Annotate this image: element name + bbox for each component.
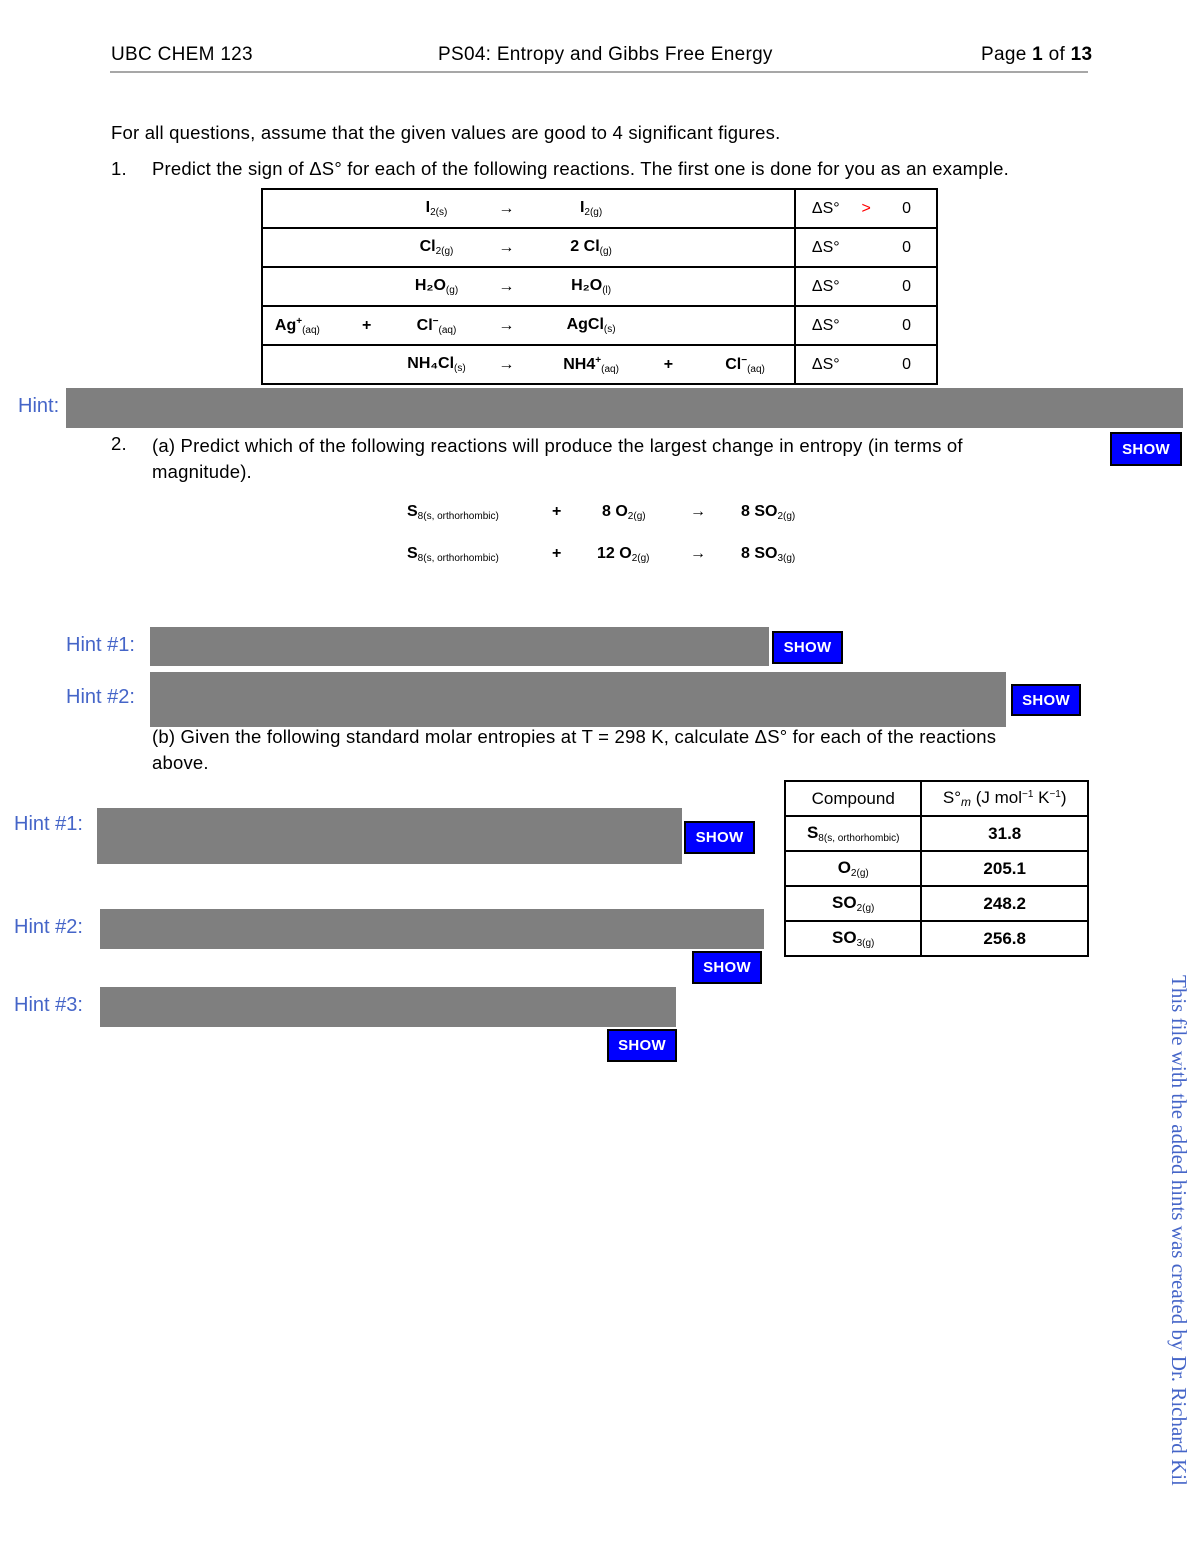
equation-2-arrow: → (690, 545, 706, 562)
q2a-hint-1-show-button[interactable]: SHOW (772, 631, 843, 664)
equation-2-product: 8 $SO_{3(g)}$ (741, 545, 796, 564)
entropy-table (784, 780, 1089, 957)
q2b-hint-3-box[interactable] (100, 987, 676, 1027)
equation-2-reactant-o2: 12 $O_{2(g)}$ (597, 545, 650, 564)
equation-2-plus: + (552, 545, 562, 562)
q2b-hint-2-show-button[interactable]: SHOW (692, 951, 762, 984)
q1-hint-show-button[interactable]: SHOW (1110, 432, 1182, 466)
q2a-hint-2-label: Hint #2: (66, 686, 135, 708)
q2a-text: (a) Predict which of the following reactions will produce the largest change in entropy (in terms of magnitude). (152, 435, 963, 482)
q1-hint-label: Hint: (18, 395, 60, 417)
entropy-row-so3: $SO_{3(g)}$ 256.8 (785, 921, 1088, 956)
q1-reaction-table (261, 188, 938, 385)
entropy-table-header: Compound $S^\circ_m$ (J mol$^{-1}$ $K^{-1}$) (785, 781, 1088, 816)
q2a-hint-2-show-button[interactable]: SHOW (1011, 684, 1081, 716)
q1-hint-box[interactable] (66, 388, 1183, 428)
q2b-hint-2-label: Hint #2: (14, 916, 83, 938)
q2b-hint-3-label: Hint #3: (14, 994, 83, 1016)
q2b-hint-1-label: Hint #1: (14, 813, 83, 835)
q2a-hint-2-box[interactable] (150, 672, 1006, 727)
side-note-credit: This file with the added hints was created by Dr. Richard Kil (1167, 975, 1191, 1486)
example-sign: > (861, 199, 871, 217)
q1-row-3: $H_2O_{(g)}$ → $H_2O_{(l)}$ ΔS° 0 (262, 267, 937, 306)
q1-row-4: $Ag^+_{(aq)}$ + $Cl^-_{(aq)}$ → AgCl$_{(s)}$ ΔS° 0 (262, 306, 937, 345)
q2b-hint-3-show-button[interactable]: SHOW (607, 1029, 677, 1062)
header-course: UBC CHEM 123 (111, 44, 253, 65)
q1-row-1: $I_{2(s)}$ → $I_{2(g)}$ ΔS° > 0 (262, 189, 937, 228)
q2a-hint-1-box[interactable] (150, 627, 769, 666)
equation-1-reactant-o2: 8 $O_{2(g)}$ (602, 503, 646, 522)
q2b-hint-1-box[interactable] (97, 808, 682, 864)
equation-1-reactant-s8: $S_{8(s, orthorhombic)}$ (407, 503, 499, 522)
entropy-row-s8: $S_{8(s, orthorhombic)}$ 31.8 (785, 816, 1088, 851)
q2b-hint-1-show-button[interactable]: SHOW (684, 821, 755, 854)
equation-1-arrow: → (690, 503, 706, 520)
q1-row-2: $Cl_{2(g)}$ → 2 $Cl_{(g)}$ ΔS° 0 (262, 228, 937, 267)
q2b-hint-2-box[interactable] (100, 909, 764, 949)
header-title: PS04: Entropy and Gibbs Free Energy (438, 44, 773, 65)
equation-2-reactant-s8: $S_{8(s, orthorhombic)}$ (407, 545, 499, 564)
entropy-row-o2: $O_{2(g)}$ 205.1 (785, 851, 1088, 886)
equation-1-product: 8 $SO_{2(g)}$ (741, 503, 796, 522)
q2a-hint-1-label: Hint #1: (66, 634, 135, 656)
q1-text: Predict the sign of ΔS° for each of the following reactions. The first one is done for you as an example. (152, 158, 1009, 179)
q2-number: 2. (111, 433, 127, 454)
q1-row-5: $NH_4Cl_{(s)}$ → $NH4^+_{(aq)}$ + $Cl^-_{(aq)}$ ΔS° 0 (262, 345, 937, 384)
q2b-text: (b) Given the following standard molar entropies at T = 298 K, calculate ΔS° for each of the reactions above. (152, 726, 997, 773)
entropy-row-so2: $SO_{2(g)}$ 248.2 (785, 886, 1088, 921)
q1-number: 1. (111, 158, 127, 179)
header-divider (110, 71, 1088, 73)
header-page: Page 1 of 13 (981, 44, 1093, 65)
intro-text: For all questions, assume that the given values are good to 4 significant figures. (111, 122, 781, 143)
equation-1-plus: + (552, 503, 562, 520)
